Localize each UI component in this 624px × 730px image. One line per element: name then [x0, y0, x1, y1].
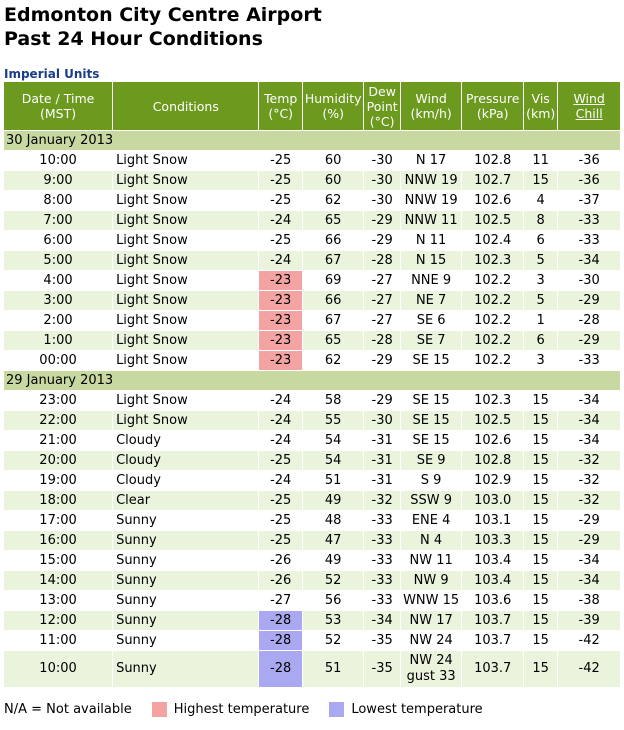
cell-visibility: 15	[524, 471, 557, 490]
cell-wind-chill: -28	[558, 311, 620, 330]
cell-dew-point: -31	[364, 471, 399, 490]
cell-time: 6:00	[4, 231, 112, 250]
cell-temp: -24	[259, 251, 301, 270]
legend-highest-swatch	[152, 702, 167, 717]
table-row	[4, 151, 620, 170]
cell-pressure: 103.7	[462, 631, 523, 650]
table-row	[4, 291, 620, 310]
cell-humidity: 60	[303, 151, 364, 170]
cell-wind: N 15	[401, 251, 462, 270]
header-conditions: Conditions	[113, 82, 258, 130]
header-visibility: Vis (km)	[524, 82, 557, 130]
cell-temp: -25	[259, 531, 301, 550]
legend-na: N/A = Not available	[4, 702, 132, 717]
date-row	[4, 131, 620, 150]
cell-temp: -25	[259, 191, 301, 210]
cell-visibility: 6	[524, 231, 557, 250]
table-row	[4, 551, 620, 570]
table-row	[4, 511, 620, 530]
cell-conditions: Light Snow	[113, 311, 258, 330]
cell-wind: NNW 11	[401, 211, 462, 230]
cell-conditions: Light Snow	[113, 231, 258, 250]
cell-wind-chill: -33	[558, 351, 620, 370]
cell-wind: N 4	[401, 531, 462, 550]
cell-wind-chill: -32	[558, 491, 620, 510]
cell-conditions: Sunny	[113, 571, 258, 590]
header-temp: Temp (°C)	[259, 82, 301, 130]
cell-humidity: 47	[303, 531, 364, 550]
cell-time: 10:00	[4, 651, 112, 687]
cell-time: 10:00	[4, 151, 112, 170]
cell-visibility: 1	[524, 311, 557, 330]
cell-time: 2:00	[4, 311, 112, 330]
cell-visibility: 15	[524, 591, 557, 610]
cell-temp: -25	[259, 491, 301, 510]
cell-temp: -23	[259, 271, 301, 290]
cell-conditions: Light Snow	[113, 291, 258, 310]
table-row	[4, 251, 620, 270]
cell-temp: -25	[259, 511, 301, 530]
cell-wind-chill: -34	[558, 551, 620, 570]
cell-time: 22:00	[4, 411, 112, 430]
cell-wind: S 9	[401, 471, 462, 490]
cell-dew-point: -33	[364, 551, 399, 570]
cell-visibility: 15	[524, 531, 557, 550]
cell-conditions: Light Snow	[113, 171, 258, 190]
table-body	[4, 131, 620, 687]
cell-time: 23:00	[4, 391, 112, 410]
cell-visibility: 15	[524, 511, 557, 530]
cell-visibility: 4	[524, 191, 557, 210]
cell-wind: SE 9	[401, 451, 462, 470]
cell-dew-point: -30	[364, 411, 399, 430]
cell-time: 5:00	[4, 251, 112, 270]
cell-pressure: 102.9	[462, 471, 523, 490]
table-row	[4, 171, 620, 190]
cell-dew-point: -29	[364, 391, 399, 410]
table-row	[4, 271, 620, 290]
cell-humidity: 56	[303, 591, 364, 610]
legend-highest-label: Highest temperature	[173, 702, 310, 717]
header-wind: Wind (km/h)	[401, 82, 462, 130]
cell-wind: SE 15	[401, 391, 462, 410]
cell-wind: SSW 9	[401, 491, 462, 510]
cell-conditions: Sunny	[113, 631, 258, 650]
cell-pressure: 102.5	[462, 211, 523, 230]
cell-visibility: 6	[524, 331, 557, 350]
cell-pressure: 102.6	[462, 431, 523, 450]
cell-wind-chill: -39	[558, 611, 620, 630]
cell-conditions: Cloudy	[113, 431, 258, 450]
cell-dew-point: -28	[364, 251, 399, 270]
cell-wind: NNE 9	[401, 271, 462, 290]
cell-humidity: 54	[303, 431, 364, 450]
cell-time: 12:00	[4, 611, 112, 630]
cell-wind-chill: -34	[558, 411, 620, 430]
cell-humidity: 52	[303, 631, 364, 650]
cell-time: 1:00	[4, 331, 112, 350]
cell-pressure: 102.3	[462, 251, 523, 270]
cell-wind-chill: -32	[558, 471, 620, 490]
conditions-table	[3, 81, 621, 688]
table-row	[4, 611, 620, 630]
cell-temp: -23	[259, 331, 301, 350]
header-pressure: Pressure (kPa)	[462, 82, 523, 130]
cell-wind: WNW 15	[401, 591, 462, 610]
cell-time: 20:00	[4, 451, 112, 470]
table-row	[4, 531, 620, 550]
cell-pressure: 102.8	[462, 151, 523, 170]
table-row	[4, 651, 620, 687]
cell-temp: -24	[259, 391, 301, 410]
cell-temp: -28	[259, 651, 301, 687]
cell-dew-point: -32	[364, 491, 399, 510]
cell-time: 14:00	[4, 571, 112, 590]
cell-temp: -25	[259, 231, 301, 250]
cell-time: 18:00	[4, 491, 112, 510]
cell-wind: SE 15	[401, 411, 462, 430]
cell-temp: -24	[259, 411, 301, 430]
cell-humidity: 52	[303, 571, 364, 590]
cell-humidity: 60	[303, 171, 364, 190]
cell-temp: -25	[259, 171, 301, 190]
cell-visibility: 3	[524, 351, 557, 370]
title-line-1: Edmonton City Centre Airport	[4, 4, 322, 26]
cell-conditions: Sunny	[113, 531, 258, 550]
cell-conditions: Sunny	[113, 511, 258, 530]
cell-wind: NW 24	[401, 631, 462, 650]
date-row	[4, 371, 620, 390]
cell-pressure: 102.2	[462, 311, 523, 330]
cell-pressure: 102.2	[462, 351, 523, 370]
cell-wind: NNW 19	[401, 171, 462, 190]
cell-humidity: 66	[303, 231, 364, 250]
cell-pressure: 102.3	[462, 391, 523, 410]
cell-visibility: 15	[524, 411, 557, 430]
cell-humidity: 49	[303, 551, 364, 570]
cell-temp: -24	[259, 431, 301, 450]
cell-pressure: 103.0	[462, 491, 523, 510]
cell-dew-point: -29	[364, 231, 399, 250]
table-row	[4, 631, 620, 650]
cell-pressure: 103.7	[462, 651, 523, 687]
cell-time: 21:00	[4, 431, 112, 450]
cell-wind: SE 15	[401, 431, 462, 450]
cell-pressure: 102.7	[462, 171, 523, 190]
table-row	[4, 391, 620, 410]
page-title	[4, 0, 620, 51]
cell-dew-point: -31	[364, 431, 399, 450]
cell-wind-chill: -29	[558, 331, 620, 350]
cell-time: 11:00	[4, 631, 112, 650]
cell-visibility: 15	[524, 491, 557, 510]
cell-dew-point: -33	[364, 531, 399, 550]
legend-lowest-label: Lowest temperature	[351, 702, 483, 717]
header-row	[4, 82, 620, 130]
cell-time: 4:00	[4, 271, 112, 290]
cell-wind: NW 11	[401, 551, 462, 570]
cell-dew-point: -29	[364, 351, 399, 370]
cell-wind: ENE 4	[401, 511, 462, 530]
cell-temp: -23	[259, 311, 301, 330]
cell-pressure: 102.8	[462, 451, 523, 470]
cell-temp: -26	[259, 551, 301, 570]
cell-humidity: 49	[303, 491, 364, 510]
legend	[4, 702, 620, 717]
cell-humidity: 51	[303, 471, 364, 490]
header-humidity: Humidity (%)	[303, 82, 364, 130]
cell-humidity: 65	[303, 211, 364, 230]
cell-wind	[401, 651, 462, 687]
cell-humidity: 54	[303, 451, 364, 470]
table-row	[4, 471, 620, 490]
header-dew-point: Dew Point (°C)	[364, 82, 399, 130]
cell-pressure: 102.4	[462, 231, 523, 250]
cell-time: 7:00	[4, 211, 112, 230]
cell-visibility: 8	[524, 211, 557, 230]
cell-humidity: 69	[303, 271, 364, 290]
cell-dew-point: -31	[364, 451, 399, 470]
imperial-units-link[interactable]: Imperial Units	[4, 67, 100, 81]
table-row	[4, 411, 620, 430]
cell-time: 13:00	[4, 591, 112, 610]
cell-wind-chill: -36	[558, 151, 620, 170]
cell-wind-chill: -34	[558, 571, 620, 590]
cell-humidity: 62	[303, 191, 364, 210]
cell-wind: NNW 19	[401, 191, 462, 210]
cell-temp: -24	[259, 471, 301, 490]
cell-conditions: Light Snow	[113, 391, 258, 410]
header-wind-chill-link[interactable]: Wind Chill	[558, 82, 620, 130]
cell-dew-point: -29	[364, 211, 399, 230]
cell-pressure: 103.3	[462, 531, 523, 550]
cell-pressure: 103.4	[462, 571, 523, 590]
cell-wind: SE 6	[401, 311, 462, 330]
cell-wind-chill: -36	[558, 171, 620, 190]
cell-dew-point: -30	[364, 151, 399, 170]
table-row	[4, 591, 620, 610]
cell-wind: NE 7	[401, 291, 462, 310]
cell-dew-point: -27	[364, 291, 399, 310]
cell-temp: -27	[259, 591, 301, 610]
date-label: 29 January 2013	[4, 371, 620, 390]
cell-conditions: Light Snow	[113, 351, 258, 370]
cell-visibility: 5	[524, 251, 557, 270]
cell-visibility: 15	[524, 451, 557, 470]
cell-dew-point: -33	[364, 591, 399, 610]
cell-visibility: 3	[524, 271, 557, 290]
cell-time: 00:00	[4, 351, 112, 370]
cell-wind: NW 17	[401, 611, 462, 630]
cell-temp: -26	[259, 571, 301, 590]
table-row	[4, 491, 620, 510]
cell-visibility: 15	[524, 171, 557, 190]
cell-humidity: 62	[303, 351, 364, 370]
cell-wind-chill: -34	[558, 251, 620, 270]
table-row	[4, 231, 620, 250]
cell-humidity: 48	[303, 511, 364, 530]
cell-dew-point: -33	[364, 571, 399, 590]
cell-pressure: 102.6	[462, 191, 523, 210]
cell-pressure: 103.4	[462, 551, 523, 570]
cell-wind-chill: -29	[558, 291, 620, 310]
table-row	[4, 331, 620, 350]
cell-visibility: 15	[524, 431, 557, 450]
header-datetime: Date / Time (MST)	[4, 82, 112, 130]
cell-wind-chill: -42	[558, 631, 620, 650]
cell-wind-chill: -30	[558, 271, 620, 290]
cell-dew-point: -30	[364, 191, 399, 210]
wind-gust: gust 33	[406, 669, 456, 684]
cell-temp: -25	[259, 451, 301, 470]
cell-conditions: Light Snow	[113, 271, 258, 290]
cell-dew-point: -28	[364, 331, 399, 350]
cell-dew-point: -34	[364, 611, 399, 630]
cell-wind: SE 7	[401, 331, 462, 350]
cell-dew-point: -35	[364, 631, 399, 650]
cell-temp: -23	[259, 291, 301, 310]
cell-temp: -28	[259, 631, 301, 650]
cell-visibility: 15	[524, 611, 557, 630]
cell-time: 9:00	[4, 171, 112, 190]
cell-conditions: Light Snow	[113, 191, 258, 210]
cell-conditions: Sunny	[113, 551, 258, 570]
cell-humidity: 58	[303, 391, 364, 410]
legend-lowest-swatch	[329, 702, 344, 717]
cell-pressure: 102.2	[462, 271, 523, 290]
cell-time: 19:00	[4, 471, 112, 490]
cell-visibility: 15	[524, 391, 557, 410]
wind-value: NW 24	[409, 653, 453, 668]
cell-temp: -28	[259, 611, 301, 630]
cell-conditions: Cloudy	[113, 471, 258, 490]
cell-dew-point: -35	[364, 651, 399, 687]
cell-wind-chill: -29	[558, 511, 620, 530]
cell-conditions: Sunny	[113, 611, 258, 630]
cell-visibility: 15	[524, 651, 557, 687]
cell-dew-point: -27	[364, 271, 399, 290]
cell-wind-chill: -37	[558, 191, 620, 210]
cell-dew-point: -27	[364, 311, 399, 330]
cell-conditions: Light Snow	[113, 331, 258, 350]
cell-time: 16:00	[4, 531, 112, 550]
cell-wind-chill: -34	[558, 391, 620, 410]
cell-wind: N 11	[401, 231, 462, 250]
cell-dew-point: -30	[364, 171, 399, 190]
cell-wind-chill: -29	[558, 531, 620, 550]
cell-wind-chill: -38	[558, 591, 620, 610]
cell-conditions: Sunny	[113, 591, 258, 610]
cell-humidity: 51	[303, 651, 364, 687]
cell-humidity: 65	[303, 331, 364, 350]
cell-wind: N 17	[401, 151, 462, 170]
table-row	[4, 431, 620, 450]
cell-dew-point: -33	[364, 511, 399, 530]
cell-temp: -23	[259, 351, 301, 370]
cell-pressure: 103.1	[462, 511, 523, 530]
cell-time: 8:00	[4, 191, 112, 210]
cell-time: 17:00	[4, 511, 112, 530]
table-row	[4, 571, 620, 590]
title-line-2: Past 24 Hour Conditions	[4, 28, 263, 50]
cell-pressure: 103.7	[462, 611, 523, 630]
cell-time: 3:00	[4, 291, 112, 310]
cell-pressure: 102.2	[462, 291, 523, 310]
cell-conditions: Light Snow	[113, 411, 258, 430]
cell-conditions: Cloudy	[113, 451, 258, 470]
cell-visibility: 15	[524, 571, 557, 590]
table-row	[4, 211, 620, 230]
cell-wind: NW 9	[401, 571, 462, 590]
cell-pressure: 102.5	[462, 411, 523, 430]
cell-conditions: Light Snow	[113, 211, 258, 230]
cell-humidity: 55	[303, 411, 364, 430]
cell-wind: SE 15	[401, 351, 462, 370]
table-row	[4, 191, 620, 210]
cell-pressure: 103.6	[462, 591, 523, 610]
date-label: 30 January 2013	[4, 131, 620, 150]
cell-temp: -24	[259, 211, 301, 230]
table-row	[4, 451, 620, 470]
cell-visibility: 11	[524, 151, 557, 170]
cell-humidity: 53	[303, 611, 364, 630]
cell-conditions: Sunny	[113, 651, 258, 687]
cell-wind-chill: -33	[558, 211, 620, 230]
cell-humidity: 66	[303, 291, 364, 310]
cell-humidity: 67	[303, 311, 364, 330]
cell-wind-chill: -33	[558, 231, 620, 250]
table-row	[4, 351, 620, 370]
cell-pressure: 102.2	[462, 331, 523, 350]
table-row	[4, 311, 620, 330]
cell-visibility: 15	[524, 551, 557, 570]
cell-conditions: Light Snow	[113, 251, 258, 270]
cell-time: 15:00	[4, 551, 112, 570]
cell-temp: -25	[259, 151, 301, 170]
cell-wind-chill: -32	[558, 451, 620, 470]
cell-wind-chill: -42	[558, 651, 620, 687]
cell-wind-chill: -34	[558, 431, 620, 450]
cell-visibility: 5	[524, 291, 557, 310]
cell-humidity: 67	[303, 251, 364, 270]
cell-visibility: 15	[524, 631, 557, 650]
cell-conditions: Light Snow	[113, 151, 258, 170]
cell-conditions: Clear	[113, 491, 258, 510]
